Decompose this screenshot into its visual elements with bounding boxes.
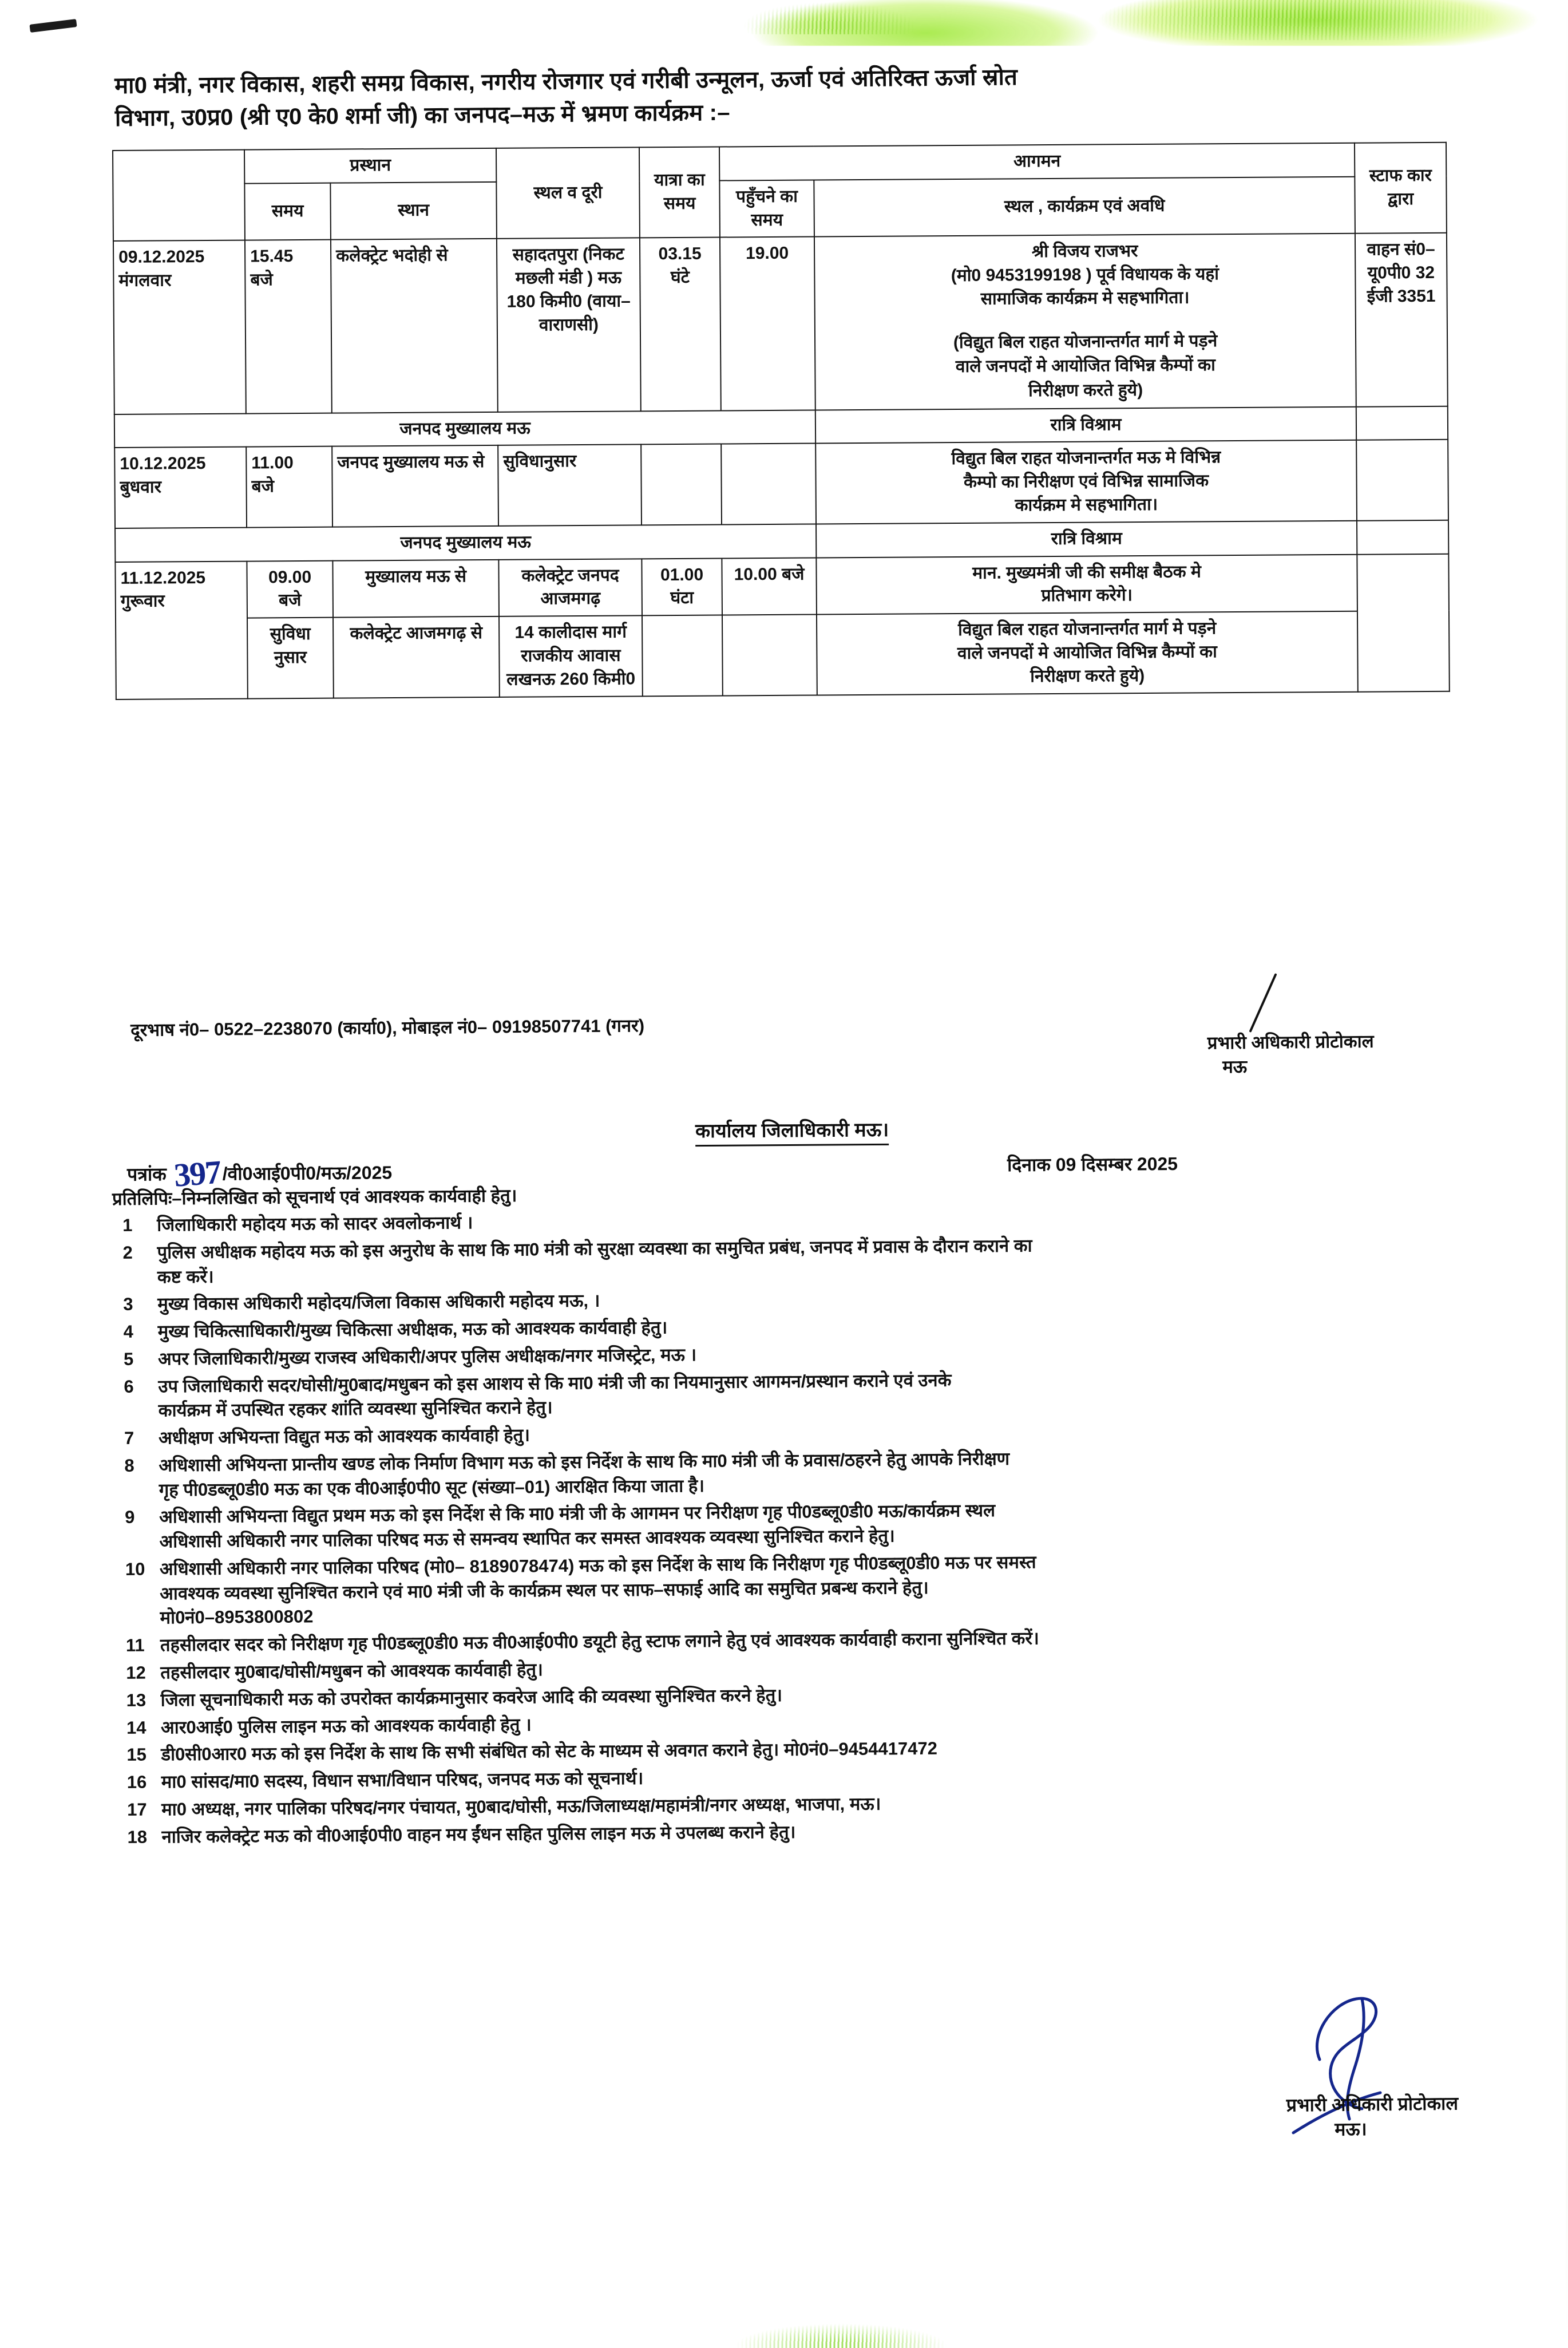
list-item [119, 1363, 1562, 1424]
program-line-1: विद्युत बिल राहत योजनान्तर्गत मऊ मे विभिन्न [951, 448, 1221, 469]
date-line [1007, 1151, 1178, 1177]
rest-label: रात्रि विश्राम [815, 406, 1356, 444]
list-item [120, 1495, 1563, 1555]
header-program: स्थल , कार्यक्रम एवं अवधि [814, 177, 1355, 237]
cell-departure-time [246, 446, 332, 527]
header-staff-car: स्टाफ कार द्वारा [1355, 143, 1447, 234]
program-line-1: मान. मुख्यमंत्री जी की समीक्ष बैठक मे [972, 562, 1202, 583]
header-arrival-group: आगमन [719, 143, 1355, 181]
list-item-number: 9 [125, 1507, 135, 1528]
list-item-number: 3 [123, 1294, 133, 1315]
program-note-3: निरीक्षण करते हुये) [1028, 380, 1143, 401]
rest-staff-blank [1356, 406, 1448, 440]
list-item-number: 12 [126, 1662, 146, 1683]
table-row [113, 233, 1448, 414]
rest-location: जनपद मुख्यालय मऊ [115, 524, 816, 562]
program-line-2: प्रतिभाग करेगे। [1041, 586, 1133, 606]
copy-to-line: प्रतिलिपिः–निम्नलिखित को सूचनार्थ एवं आवश्यक कार्यवाही हेतु। [112, 1185, 517, 1209]
scan-artifact-top-left [710, 0, 950, 34]
travel-time-unit: घंटा [670, 588, 694, 608]
travel-time-value: 03.15 [658, 244, 702, 264]
letter-number-line [126, 1148, 393, 1194]
list-item-text: अधिशासी अभियन्ता प्रान्तीय खण्ड लोक निर्माण विभाग मऊ को इस निर्देश के साथ कि मा0 मंत्री जी के प्रवास/ठहरने हेतु आपके निरीक्षण [159, 1448, 1010, 1476]
list-item-number: 17 [127, 1799, 147, 1820]
header-blank [113, 150, 245, 242]
program-line-3: सामाजिक कार्यक्रम मे सहभागिता। [980, 288, 1190, 309]
cell-arrival-time: 19.00 [720, 237, 815, 410]
table-row [114, 440, 1448, 528]
cell-destination: सुविधानुसार [498, 445, 642, 526]
dep-time-value: 15.45 [250, 247, 294, 266]
list-item-text: उप जिलाधिकारी सदर/घोसी/मु0बाद/मधुबन को इस आशय से कि मा0 मंत्री जी का नियमानुसार आगमन/प्रस्थान कराने एवं उनके [158, 1370, 952, 1397]
header-departure-place: स्थान [330, 182, 497, 240]
signature-place-lower: मऊ। [1335, 2118, 1367, 2140]
rest-label: रात्रि विश्राम [816, 520, 1357, 558]
dep-time-unit: बजे [251, 477, 275, 496]
header-departure-time: समय [244, 183, 331, 240]
list-item-cont: कार्यक्रम में उपस्थित रहकर शांति व्यवस्था सुनिश्चित कराने हेतु। [158, 1397, 553, 1421]
scan-artifact-top [675, 0, 1568, 46]
list-item-mobile: मो0नं0–8953800802 [160, 1606, 314, 1628]
cell-date-value: 09.12.2025 [118, 247, 205, 267]
program-note-2: वाले जनपदों मे आयोजित विभिन्न कैम्पों का [955, 355, 1215, 377]
cell-departure-place: कलेक्ट्रेट आजमगढ़ से [333, 616, 500, 698]
cell-departure-time [247, 560, 333, 618]
letter-number-suffix: /वी0आई0पी0/मऊ/2025 [222, 1162, 393, 1184]
list-item-number: 8 [124, 1455, 134, 1476]
letter-number-value: 397 [172, 1153, 222, 1194]
letter-number-prefix: पत्रांक [126, 1164, 167, 1185]
distribution-list [118, 1202, 1565, 1852]
list-item [120, 1442, 1562, 1503]
list-item-text: मुख्य विकास अधिकारी महोदय/जिला विकास अधिकारी महोदय मऊ, । [157, 1290, 600, 1314]
signature-pointer-line [1249, 973, 1277, 1033]
list-item-cont: अधिशासी अधिकारी नगर पालिका परिषद मऊ से समन्वय स्थापित कर समस्त आवश्यक व्यवस्था सुनिश्चित कराने हेतु। [159, 1525, 895, 1552]
program-line-2: वाले जनपदों मे आयोजित विभिन्न कैम्पों का [957, 642, 1218, 663]
dep-time-value: 09.00 [268, 567, 312, 587]
list-item-number: 5 [123, 1349, 134, 1369]
list-item-text: तहसीलदार मु0बाद/घोसी/मधुबन को आवश्यक कार्यवाही हेतु। [160, 1659, 543, 1683]
list-item-text: जिलाधिकारी महोदय मऊ को सादर अवलोकनार्थ । [157, 1212, 473, 1235]
cell-destination: सहादतपुरा (निकट मछली मंडी ) मऊ 180 किमी0 (वाया–वाराणसी) [497, 238, 641, 412]
program-note-1: (विद्युत बिल राहत योजनान्तर्गत मार्ग मे पड़ने [953, 331, 1218, 352]
cell-travel-time [640, 238, 721, 411]
cell-departure-time: सुविधा नुसार [247, 618, 334, 698]
cell-departure-time [245, 240, 332, 413]
cell-date [113, 240, 246, 414]
cell-program [814, 234, 1356, 410]
header-travel-time: यात्रा का समय [639, 147, 720, 238]
program-line-3: कार्यक्रम मे सहभागिता। [1015, 495, 1158, 515]
cell-arrival-time: 10.00 बजे [722, 558, 817, 615]
list-item-text: मा0 सांसद/मा0 सदस्य, विधान सभा/विधान परिषद, जनपद मऊ को सूचनार्थ। [161, 1768, 644, 1792]
cell-travel-time [642, 615, 723, 696]
list-item-cont: आवश्यक व्यवस्था सुनिश्चित कराने एवं मा0 मंत्री जी के कार्यक्रम स्थल पर साफ–सफाई आदि का समुचित प्रबन्ध कराने हेतु। [160, 1577, 929, 1604]
list-item-number: 16 [126, 1772, 147, 1792]
list-item-number: 2 [122, 1242, 133, 1263]
date-value: 09 दिसम्बर 2025 [1055, 1153, 1178, 1175]
signature-title-upper: प्रभारी अधिकारी प्रोटोकाल [1207, 1031, 1374, 1053]
list-item-number: 13 [126, 1690, 146, 1710]
header-destination-distance: स्थल व दूरी [496, 147, 640, 239]
list-item-text: मुख्य चिकित्साधिकारी/मुख्य चिकित्सा अधीक्षक, मऊ को आवश्यक कार्यवाही हेतु। [157, 1317, 668, 1342]
cell-program [816, 554, 1357, 614]
table-header-row-2 [113, 176, 1447, 242]
list-item-text: जिला सूचनाधिकारी मऊ को उपरोक्त कार्यक्रमानुसार कवरेज आदि की व्यवस्था सुनिश्चित करने हेतु। [160, 1685, 783, 1710]
list-item-text: अधिशासी अभियन्ता विद्युत प्रथम मऊ को इस निर्देश से कि मा0 मंत्री जी के आगमन पर निरीक्षण गृह पी0डब्लू0डी0 मऊ/कार्यक्रम स्थल [159, 1500, 996, 1527]
cell-staff-car [1356, 440, 1448, 520]
signature-title-lower: प्रभारी अधिकारी प्रोटोकाल [1286, 2093, 1459, 2116]
signature-place-upper: मऊ [1222, 1056, 1248, 1077]
rest-location: जनपद मुख्यालय मऊ [114, 410, 815, 448]
list-item-number: 14 [126, 1717, 146, 1738]
program-line-2: कैम्पो का निरीक्षण एवं विभिन्न सामाजिक [963, 471, 1209, 492]
list-item-text: अधीक्षण अभियन्ता विद्युत मऊ को आवश्यक कार्यवाही हेतु। [158, 1425, 530, 1448]
list-item [118, 1230, 1561, 1290]
list-item [121, 1546, 1563, 1631]
list-item-text: तहसीलदार सदर को निरीक्षण गृह पी0डब्लू0डी0 मऊ वी0आई0पी0 डयूटी हेतु स्टाफ लगाने हेतु एवं आवश्यक कार्यवाही कराना सुनिश्चित करें। [160, 1628, 1039, 1655]
list-item-number: 1 [122, 1215, 133, 1235]
cell-date-value: 11.12.2025 [120, 568, 206, 588]
scan-artifact-bottom [687, 2302, 996, 2348]
document-heading [114, 57, 1500, 135]
rest-staff-blank [1357, 520, 1448, 554]
cell-day-value: मंगलवार [118, 271, 172, 291]
cell-destination: 14 कालीदास मार्ग राजकीय आवास लखनऊ 260 किमी0 [499, 615, 643, 697]
cell-date [114, 447, 247, 528]
travel-time-value: 01.00 [660, 565, 704, 584]
list-item-number: 10 [125, 1559, 145, 1579]
list-item-number: 18 [127, 1827, 148, 1847]
cell-travel-time [641, 444, 722, 525]
contact-phone-line: दूरभाष नं0– 0522–2238070 (कार्या0), मोबाइल नं0– 09198507741 (गनर) [130, 1015, 645, 1040]
dep-time-unit: बजे [279, 591, 302, 610]
schedule-table-wrapper [112, 142, 1449, 700]
cell-day-value: बुधवार [120, 477, 162, 497]
table-row [115, 554, 1449, 619]
office-title: कार्यालय जिलाधिकारी मऊ। [695, 1116, 889, 1147]
cell-departure-place: मुख्यालय मऊ से [332, 559, 499, 617]
list-item-text: पुलिस अधीक्षक महोदय मऊ को इस अनुरोध के साथ कि मा0 मंत्री को सुरक्षा व्यवस्था का समुचित प्रबंध, जनपद में प्रवास के दौरान कराने का [157, 1235, 1032, 1263]
list-item-text: अधिशासी अधिकारी नगर पालिका परिषद (मो0– 8189078474) मऊ को इस निर्देश के साथ कि निरीक्षण गृह पी0डब्लू0डी0 मऊ पर समस्त [159, 1552, 1036, 1579]
cell-destination: कलेक्ट्रेट जनपद आजमगढ़ [498, 559, 642, 616]
scan-artifact-top-right [1007, 0, 1568, 40]
travel-time-unit: घंटे [670, 268, 690, 287]
list-item-number: 11 [125, 1635, 145, 1656]
list-item-text: आर0आई0 पुलिस लाइन मऊ को आवश्यक कार्यवाही हेतु । [160, 1714, 532, 1737]
cell-travel-time [642, 558, 722, 615]
header-departure-group: प्रस्थान [244, 148, 496, 183]
program-line-1: श्री विजय राजभर [1031, 242, 1138, 262]
list-item-number: 7 [124, 1428, 134, 1449]
cell-date-value: 10.12.2025 [120, 454, 206, 474]
cell-staff-car: वाहन सं0– यू0पी0 32 ईजी 3351 [1355, 233, 1448, 406]
cell-program [817, 611, 1358, 695]
program-spacer [820, 309, 1351, 332]
list-item-cont: गृह पी0डब्लू0डी0 मऊ का एक वी0आई0पी0 सूट (संख्या–01) आरक्षित किया जाता है। [159, 1475, 705, 1500]
list-item-number: 4 [123, 1321, 134, 1342]
dep-time-value: 11.00 [251, 453, 294, 473]
cell-departure-place: जनपद मुख्यालय मऊ से [332, 445, 498, 527]
program-line-1: विद्युत बिल राहत योजनान्तर्गत मार्ग मे पड़ने [957, 619, 1217, 640]
program-line-2: (मो0 9453199198 ) पूर्व विधायक के यहां [951, 264, 1219, 286]
schedule-table [112, 142, 1450, 700]
list-item-number: 15 [126, 1744, 147, 1765]
scan-mark-top-left [29, 19, 77, 33]
cell-date [115, 561, 247, 699]
table-row [116, 611, 1450, 699]
heading-line-1: मा0 मंत्री, नगर विकास, शहरी समग्र विकास, नगरीय रोजगार एवं गरीबी उन्मूलन, ऊर्जा एवं अतिरिक्त ऊर्जा स्रोत [114, 64, 1018, 98]
list-item-text: अपर जिलाधिकारी/मुख्य राजस्व अधिकारी/अपर पुलिस अधीक्षक/नगर मजिस्ट्रेट, मऊ । [157, 1344, 697, 1369]
dep-time-unit: बजे [250, 270, 273, 290]
cell-day-value: गुरूवार [120, 591, 165, 611]
cell-arrival-time [722, 615, 817, 695]
cell-arrival-time [721, 444, 816, 524]
signature-block-lower [1286, 2091, 1459, 2143]
list-item-cont: कष्ट करें। [157, 1266, 214, 1287]
list-item-text: डी0सी0आर0 मऊ को इस निर्देश के साथ कि सभी संबंधित को सेट के माध्यम से अवगत कराने हेतु। मो0नं0–9454417472 [161, 1738, 938, 1765]
scan-edge-right [1566, 0, 1568, 2338]
list-item-text: नाजिर कलेक्ट्रेट मऊ को वी0आई0पी0 वाहन मय ईंधन सहित पुलिस लाइन मऊ मे उपलब्ध कराने हेतु। [161, 1821, 796, 1847]
header-arrival-time: पहुँचने का समय [719, 180, 814, 238]
cell-staff-car [1357, 554, 1449, 691]
signature-block-upper [1207, 1029, 1375, 1079]
cell-departure-place: कलेक्ट्रेट भदोही से [331, 239, 498, 413]
cell-program [815, 440, 1357, 524]
heading-line-2: विभाग, उ0प्र0 (श्री ए0 के0 शर्मा जी) का जनपद–मऊ में भ्रमण कार्यक्रम :– [114, 100, 730, 131]
date-label: दिनाक [1007, 1154, 1051, 1176]
list-item-text: मा0 अध्यक्ष, नगर पालिका परिषद/नगर पंचायत, मु0बाद/घोसी, मऊ/जिलाध्यक्ष/महामंत्री/नगर अध्यक्ष, भाजपा, मऊ। [161, 1793, 881, 1820]
list-item-number: 6 [124, 1376, 134, 1397]
program-line-3: निरीक्षण करते हुये) [1030, 666, 1145, 686]
